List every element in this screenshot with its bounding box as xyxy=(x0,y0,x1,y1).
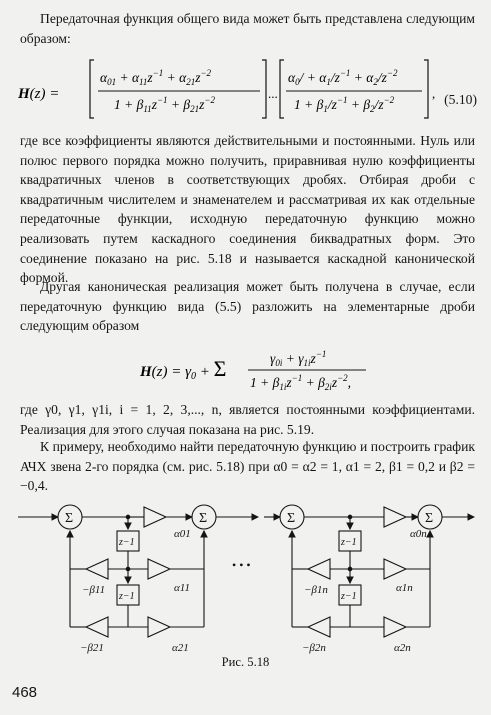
delay-label-2: z−1 xyxy=(119,591,135,602)
paragraph-parallel: Другая каноническая реализация может быть получена в случае, если передаточную функцию вида (5.5) разложить на элементарные дроби следующим образом xyxy=(20,279,475,334)
label-alpha11: α11 xyxy=(174,582,190,594)
gain-alpha1n xyxy=(384,559,406,579)
eq1-dots: ... xyxy=(268,86,278,101)
figure-caption: Рис. 5.18 xyxy=(221,655,270,669)
label-alpha01: α01 xyxy=(174,528,191,540)
label-beta11: −β11 xyxy=(82,584,106,596)
eq2-num: $\gamma_{0i} + \gamma_{1i}z^{-1}$ xyxy=(270,349,327,368)
ellipsis: • • • xyxy=(232,558,251,572)
eq2-lhs: $H(z) = \gamma_0 + \Sigma$ xyxy=(140,356,227,382)
sum-label-4: Σ xyxy=(425,511,434,526)
equation-5-10 xyxy=(18,54,478,126)
label-alpha2n: α2n xyxy=(394,642,411,654)
sum-label-2: Σ xyxy=(199,511,208,526)
gain-beta11 xyxy=(86,559,108,579)
gain-alpha11 xyxy=(148,559,170,579)
figure-5-18-block-diagram xyxy=(18,495,478,655)
eq1-num1: $\alpha_{01} + \alpha_{11}z^{-1} + \alpha_{21}z^{-2}$ xyxy=(100,68,212,87)
svg-text:,: , xyxy=(432,86,436,101)
equation-partial-fractions xyxy=(140,346,380,398)
paragraph-coefficients: где γ0, γ1, γ1i, i = 1, 2, 3,..., n, является постоянными коэффициентами. Реализация для этого случая показана на рис. 5.19. xyxy=(20,402,475,437)
eq1-den2: $1 + \beta_1/z^{-1} + \beta_2/z^{-2}$ xyxy=(294,95,395,114)
delay-label-4: z−1 xyxy=(341,591,357,602)
gain-alpha0n xyxy=(384,507,406,527)
gain-beta2n xyxy=(308,617,330,637)
sum-label-3: Σ xyxy=(287,511,296,526)
eq2-den: $1 + \beta_{1i}z^{-1} + \beta_{2i}z^{-2}$, xyxy=(250,373,352,392)
label-beta2n: −β2n xyxy=(302,642,326,654)
gain-alpha2n xyxy=(384,617,406,637)
eq1-num2: $\alpha_0/ + \alpha_1/z^{-1} + \alpha_2/z^{-2}$ xyxy=(288,68,398,87)
label-alpha0n: α0n xyxy=(410,528,427,540)
label-beta1n: −β1n xyxy=(304,584,328,596)
eq1-lhs: H(z) = xyxy=(18,86,60,102)
gain-beta1n xyxy=(308,559,330,579)
label-alpha21: α21 xyxy=(172,642,189,654)
label-alpha1n: α1n xyxy=(396,582,413,594)
sum-label-1: Σ xyxy=(65,511,74,526)
label-beta21: −β21 xyxy=(80,642,104,654)
paragraph-cascade: где все коэффициенты являются действительными и постоянными. Нуль или полюс первого порядка можно получить, приравнивая нулю коэффициенты квадратичных членов в соответствующих дробях. Отбирая дроби с квадратичным числителем и знаменателем и рассматривая их как отдельные передаточные функции, исходную передаточную функцию можно реализовать путем каскадного соединения биквадратных форм. Это соединение показано на рис. 5.18 и называется каскадной канонической формой. xyxy=(20,133,475,286)
delay-label-1: z−1 xyxy=(119,537,135,548)
eq1-den1: $1 + \beta_{11}z^{-1} + \beta_{21}z^{-2}$ xyxy=(114,95,215,114)
page-number: 468 xyxy=(12,684,38,701)
delay-label-3: z−1 xyxy=(341,537,357,548)
paragraph-example: К примеру, необходимо найти передаточную функцию и построить график АЧХ звена 2-го порядка (см. рис. 5.18) при α0 = α2 = 1, α1 = 2, β1 = 0,2 и β2 = −0,4. xyxy=(20,439,475,494)
equation-number: (5.10) xyxy=(444,92,477,107)
gain-alpha21 xyxy=(148,617,170,637)
paragraph-intro: Передаточная функция общего вида может быть представлена следующим образом: xyxy=(20,11,475,46)
gain-beta21 xyxy=(86,617,108,637)
gain-alpha01 xyxy=(144,507,166,527)
